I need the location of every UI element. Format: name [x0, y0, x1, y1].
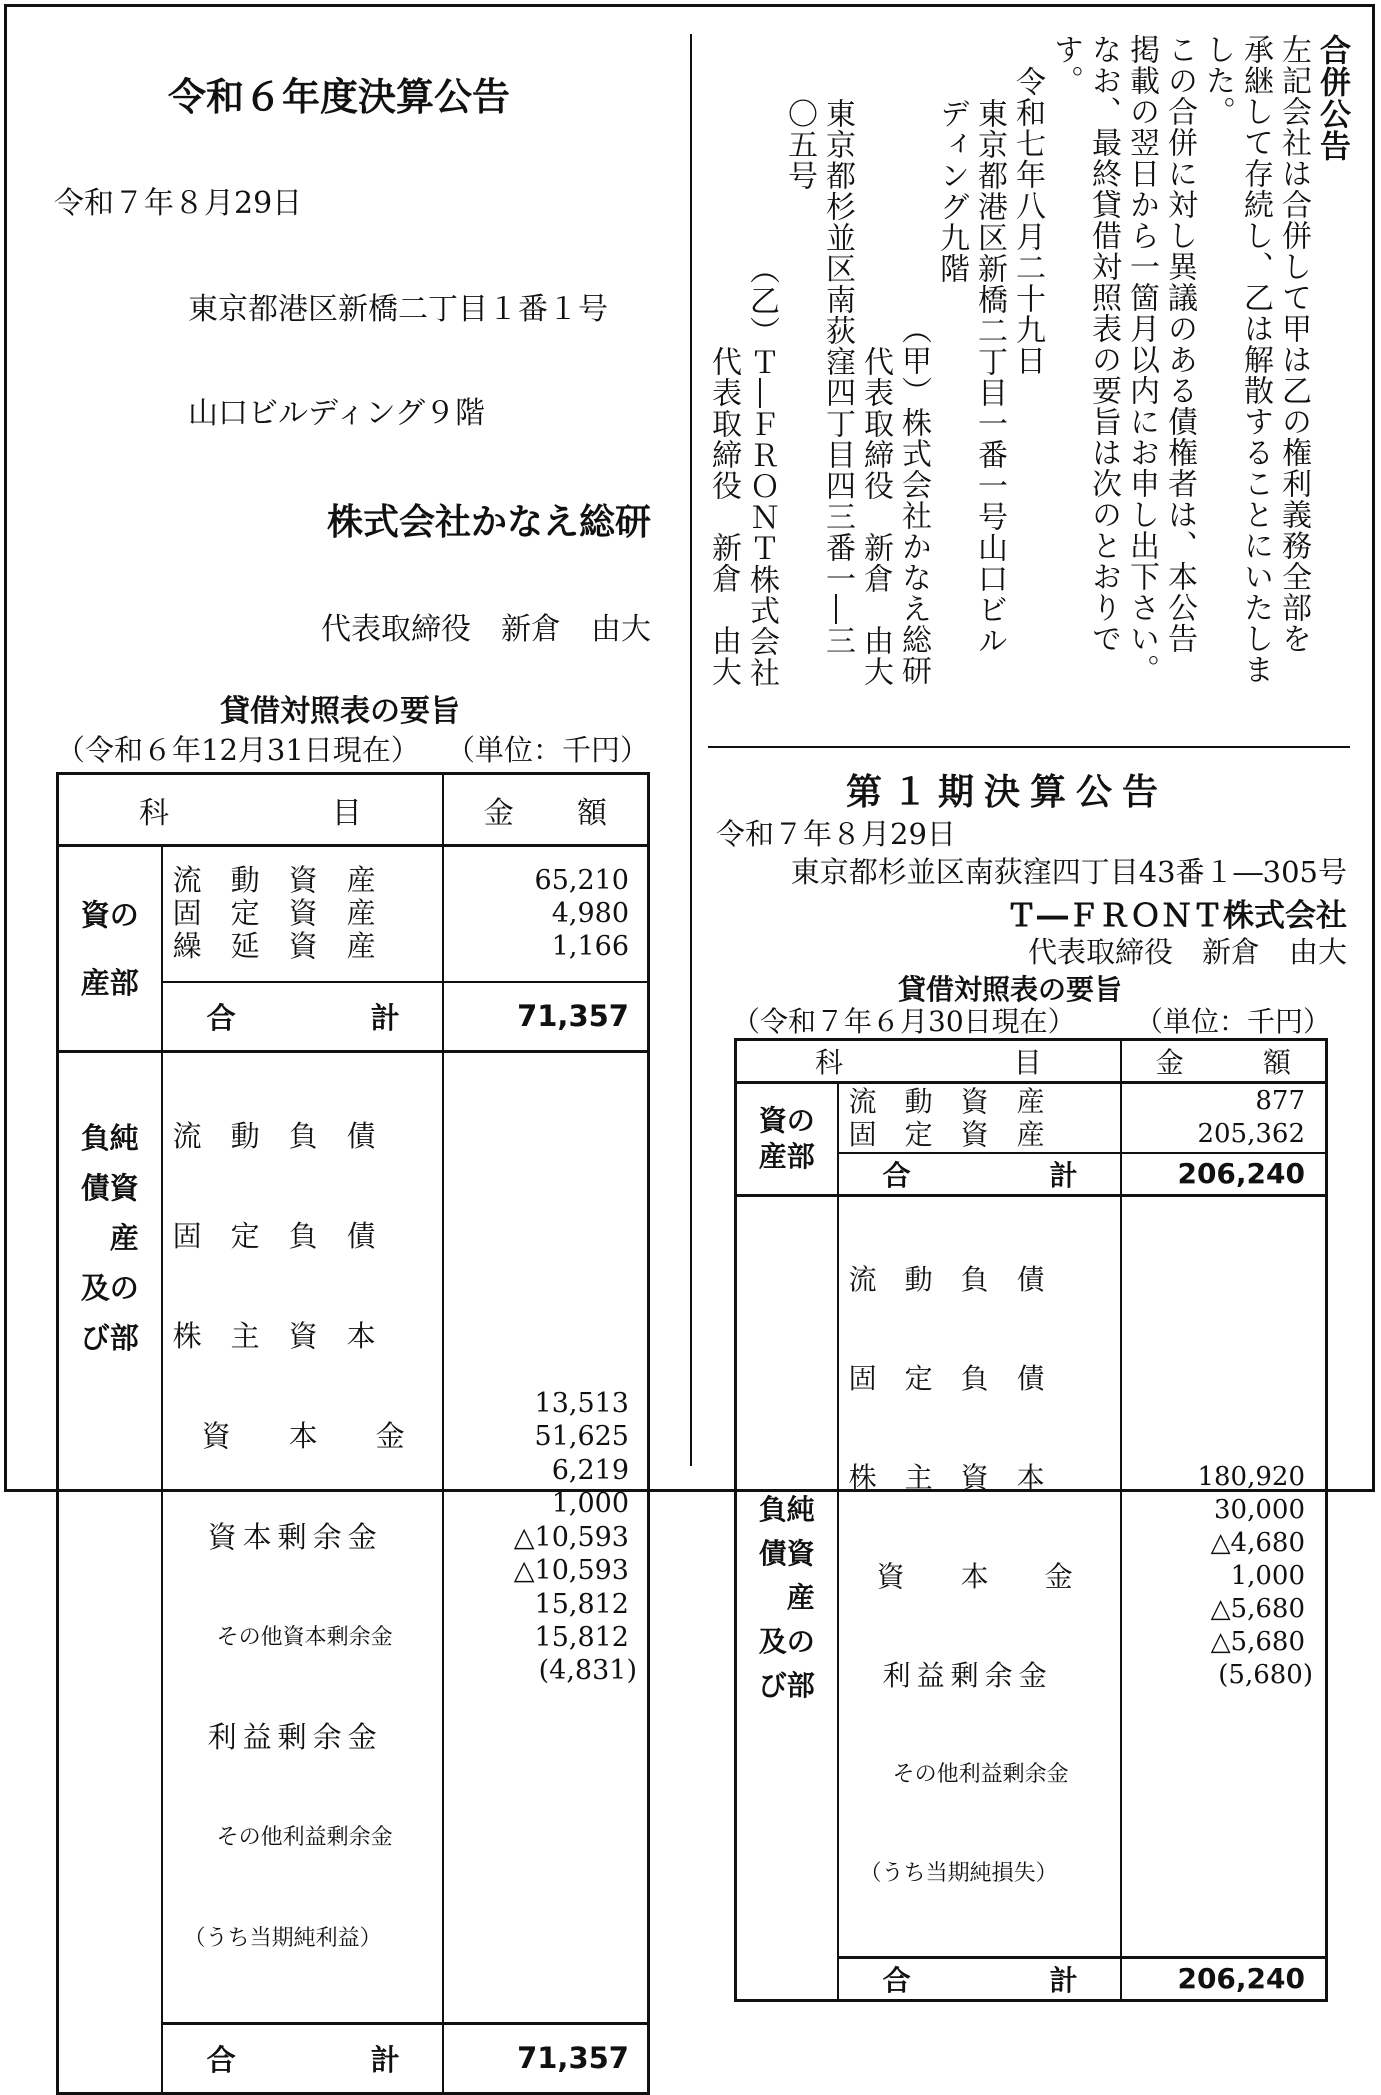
merger-rep-b: 代表取締役 新倉 由大 [706, 346, 741, 687]
merger-heading: 合併公告 [1314, 34, 1350, 162]
left-as-of: （令和６年12月31日現在） [56, 733, 420, 767]
left-bs-title: 貸借対照表の要旨 [220, 694, 460, 729]
liab-labels [838, 1195, 1121, 1957]
header-amount: 金 額 [443, 774, 649, 846]
left-company: 株式会社かなえ総研 [326, 502, 651, 543]
liab-value: △5,680 [1210, 1626, 1305, 1657]
assets-total-value: 71,357 [443, 982, 649, 1052]
liab-label: 株 主 資 本 [848, 1460, 1045, 1494]
assets-values [1121, 1083, 1327, 1153]
header-subject: 科 目 [736, 1040, 1121, 1083]
left-address-line2: 山口ビルディング９階 [188, 396, 485, 431]
liab-label: （うち当期純利益） [172, 1925, 382, 1951]
merger-party-b: （乙）Ｔ―ＦＲＯＮＴ株式会社 [744, 254, 779, 688]
liab-values [1121, 1195, 1327, 1957]
liab-total-value: 71,357 [443, 2023, 649, 2093]
merger-body-col: この合併に対し異議のある債権者は、本公告 [1162, 34, 1197, 654]
liab-value: 13,513 [534, 1388, 629, 1420]
asset-label: 流 動 資 産 [172, 863, 376, 898]
asset-value: 65,210 [534, 865, 629, 897]
liab-label: 株 主 資 本 [172, 1319, 376, 1354]
liab-label: 利益剰余金 [172, 1720, 383, 1755]
liab-section-label: 負純 債資 産 及の び部 [58, 1052, 162, 2094]
assets-labels [162, 846, 443, 982]
asset-label: 固 定 資 産 [172, 896, 376, 931]
liab-value: △10,593 [513, 1555, 629, 1587]
section-divider [708, 746, 1350, 748]
liab-label: 固 定 負 債 [172, 1219, 376, 1254]
liab-value: 30,000 [1214, 1494, 1305, 1525]
asset-label: 繰 延 資 産 [172, 929, 376, 964]
assets-total-label: 合 計 [838, 1153, 1121, 1196]
assets-total-label: 合 計 [162, 982, 443, 1052]
liab-label: 資 本 金 [848, 1559, 1073, 1593]
liab-value: (4,831) [538, 1655, 637, 1687]
assets-section-label: 資の 産部 [736, 1083, 838, 1196]
merger-body-col: なお、最終貸借対照表の要旨は次のとおりで [1086, 34, 1121, 654]
right-unit: （単位：千円） [1134, 1005, 1331, 1038]
liab-label: その他資本剰余金 [172, 1624, 393, 1650]
asset-label: 流 動 資 産 [848, 1084, 1045, 1118]
merger-body-col: 承継して存続し、乙は解散することにいたしま [1238, 34, 1273, 685]
liab-total-label: 合 計 [838, 1957, 1121, 2000]
liab-value: 51,625 [534, 1421, 629, 1453]
merger-body-col: す。 [1048, 34, 1083, 96]
left-balance-sheet [56, 772, 650, 2095]
assets-section-label: 資の 産部 [58, 846, 162, 1052]
asset-value: 4,980 [551, 898, 629, 930]
liab-value: 15,812 [534, 1621, 629, 1653]
liab-value: 15,812 [534, 1588, 629, 1620]
merger-address-a-cont: ディング九階 [934, 98, 969, 284]
liab-label: 資 本 金 [172, 1419, 405, 1454]
right-bs-title: 貸借対照表の要旨 [898, 973, 1123, 1006]
liab-value: 6,219 [551, 1454, 629, 1486]
merger-date: 令和七年八月二十九日 [1010, 66, 1045, 376]
right-balance-sheet [734, 1038, 1328, 2002]
liab-value: 1,000 [1230, 1560, 1305, 1591]
asset-value: 205,362 [1197, 1118, 1305, 1149]
liab-value: 180,920 [1197, 1461, 1305, 1492]
right-title: 第１期決算公告 [846, 772, 1169, 813]
left-address-line1: 東京都港区新橋二丁目１番１号 [188, 292, 608, 327]
merger-address-b: 東京都杉並区南荻窪四丁目四三番一―三 [820, 98, 855, 656]
liab-label: 資本剰余金 [172, 1519, 383, 1554]
header-amount: 金 額 [1121, 1040, 1327, 1083]
left-date: 令和７年８月29日 [54, 186, 303, 221]
liab-value: (5,680) [1218, 1659, 1313, 1690]
right-representative: 代表取締役 新倉 由大 [1027, 935, 1347, 969]
right-address: 東京都杉並区南荻窪四丁目43番１―305号 [790, 855, 1347, 889]
liab-label: 流 動 負 債 [848, 1262, 1045, 1296]
liab-values [443, 1052, 649, 2024]
merger-address-b-cont: 〇五号 [782, 98, 817, 191]
left-unit: （単位：千円） [445, 733, 649, 767]
liab-section-label: 負純 債資 産 及の び部 [736, 1195, 838, 2000]
right-date: 令和７年８月29日 [716, 817, 956, 851]
right-company: Ｔ―ＦＲＯＮＴ株式会社 [1006, 898, 1347, 934]
assets-labels [838, 1083, 1121, 1153]
liab-total-label: 合 計 [162, 2023, 443, 2093]
liab-label: 利益剰余金 [848, 1658, 1053, 1692]
merger-body-col: した。 [1200, 34, 1235, 127]
liab-value: △5,680 [1210, 1593, 1305, 1624]
merger-address-a: 東京都港区新橋二丁目一番一号山口ビル [972, 98, 1007, 656]
merger-body-col: 掲載の翌日から一箇月以内にお申し出下さい。 [1124, 34, 1159, 685]
liab-label: その他利益剰余金 [172, 1825, 393, 1851]
liab-label: 固 定 負 債 [848, 1361, 1045, 1395]
header-subject: 科 目 [58, 774, 443, 846]
left-representative: 代表取締役 新倉 由大 [321, 612, 651, 647]
column-divider [690, 34, 692, 1466]
asset-value: 877 [1255, 1085, 1305, 1116]
liab-value: △10,593 [513, 1521, 629, 1553]
liab-value: △4,680 [1210, 1527, 1305, 1558]
liab-labels [162, 1052, 443, 2024]
assets-values [443, 846, 649, 982]
liab-label: 流 動 負 債 [172, 1118, 376, 1153]
merger-rep-a: 代表取締役 新倉 由大 [858, 346, 893, 687]
left-title: 令和６年度決算公告 [168, 75, 511, 119]
liab-label: その他利益剰余金 [848, 1761, 1069, 1787]
liab-total-value: 206,240 [1121, 1957, 1327, 2000]
liab-value: 1,000 [551, 1488, 629, 1520]
merger-party-a: （甲）株式会社かなえ総研 [896, 314, 931, 686]
asset-label: 固 定 資 産 [848, 1117, 1045, 1151]
asset-value: 1,166 [551, 931, 629, 963]
right-as-of: （令和７年６月30日現在） [732, 1005, 1076, 1038]
liab-label: （うち当期純損失） [848, 1860, 1058, 1886]
merger-body-col: 左記会社は合併して甲は乙の権利義務全部を [1276, 34, 1311, 654]
assets-total-value: 206,240 [1121, 1153, 1327, 1196]
